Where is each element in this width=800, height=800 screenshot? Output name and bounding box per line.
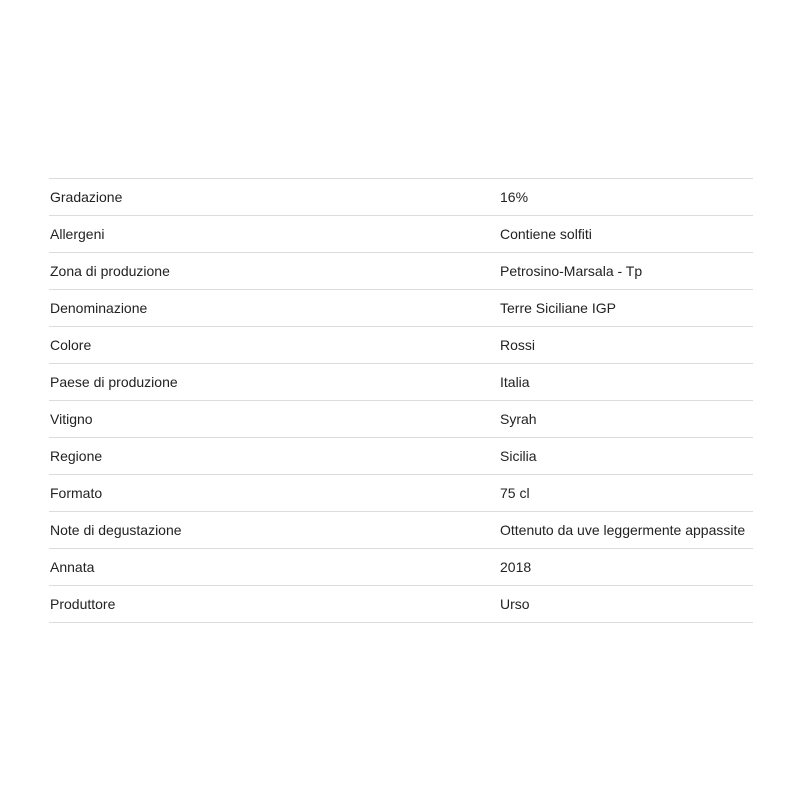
- spec-label: Denominazione: [50, 300, 148, 316]
- spec-value: Sicilia: [500, 448, 537, 464]
- product-specs-table: [49, 178, 753, 623]
- spec-value: Rossi: [500, 337, 536, 353]
- spec-label: Formato: [50, 485, 103, 501]
- spec-label: Note di degustazione: [50, 522, 182, 538]
- spec-value: 2018: [500, 559, 532, 575]
- spec-value: Ottenuto da uve leggermente appassite: [500, 522, 746, 538]
- spec-label: Zona di produzione: [50, 263, 170, 279]
- spec-value: Terre Siciliane IGP: [500, 300, 616, 316]
- spec-row-zona-di-produzione: [49, 253, 753, 290]
- spec-label: Colore: [50, 337, 92, 353]
- spec-row-produttore: [49, 586, 753, 623]
- spec-row-gradazione: [49, 179, 753, 216]
- spec-row-regione: [49, 438, 753, 475]
- spec-row-denominazione: [49, 290, 753, 327]
- spec-value: Contiene solfiti: [500, 226, 592, 242]
- spec-label: Produttore: [50, 596, 116, 612]
- spec-value: Urso: [500, 596, 530, 612]
- spec-value: Italia: [500, 374, 530, 390]
- spec-value: Syrah: [500, 411, 537, 427]
- spec-row-colore: [49, 327, 753, 364]
- spec-row-formato: [49, 475, 753, 512]
- spec-value: Petrosino-Marsala - Tp: [500, 263, 643, 279]
- spec-value: 16%: [500, 189, 529, 205]
- spec-label: Allergeni: [50, 226, 105, 242]
- spec-label: Gradazione: [50, 189, 123, 205]
- spec-row-vitigno: [49, 401, 753, 438]
- spec-value: 75 cl: [500, 485, 530, 501]
- spec-row-allergeni: [49, 216, 753, 253]
- spec-label: Annata: [50, 559, 95, 575]
- spec-label: Vitigno: [50, 411, 93, 427]
- spec-row-annata: [49, 549, 753, 586]
- spec-label: Paese di produzione: [50, 374, 178, 390]
- spec-label: Regione: [50, 448, 103, 464]
- spec-row-paese-di-produzione: [49, 364, 753, 401]
- spec-row-note-di-degustazione: [49, 512, 753, 549]
